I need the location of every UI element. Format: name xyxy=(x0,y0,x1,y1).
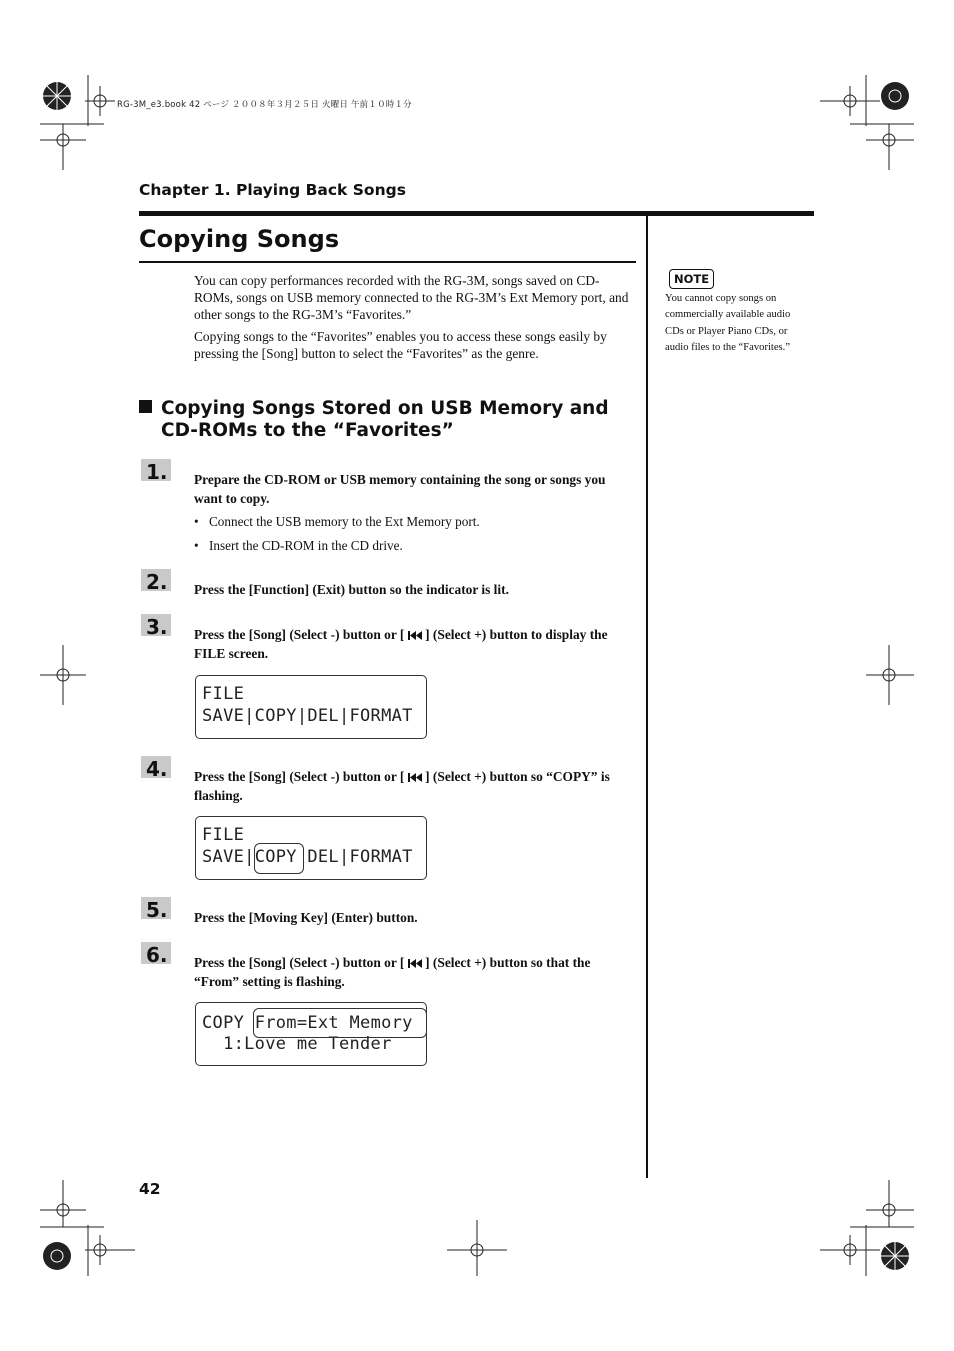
flashing-highlight xyxy=(254,843,304,874)
step-3-text: Press the [Song] (Select -) button or [ ] (Select +) button to display the FILE screen. xyxy=(194,627,608,661)
step-number-5: 5. xyxy=(139,897,173,923)
step-number-2: 2. xyxy=(139,569,173,595)
print-header: RG-3M_e3.book 42 ページ ２００８年３月２５日 火曜日 午前１０時１分 xyxy=(117,100,412,110)
lcd-line-2: SAVE|COPY|DEL|FORMAT xyxy=(202,706,413,726)
lcd-display-copy-from xyxy=(195,1002,427,1066)
step-number-3: 3. xyxy=(139,614,173,640)
flashing-from-setting: From=Ext Memory xyxy=(254,1013,413,1033)
intro-paragraph-1: You can copy performances recorded with the RG-3M, songs saved on CD-ROMs, songs on USB memory connected to the RG-3M’s Ext Memory port, and other songs to the RG-3M’s “Favorites.” xyxy=(194,273,629,322)
step-number-4: 4. xyxy=(139,756,173,782)
flashing-highlight xyxy=(253,1008,427,1038)
page-number: 42 xyxy=(139,1180,161,1198)
step-1-bullet-1: • Connect the USB memory to the Ext Memory port. xyxy=(194,514,480,529)
column-divider xyxy=(646,216,648,1178)
lcd-line-1: FILE xyxy=(202,684,245,704)
note-badge: NOTE xyxy=(669,269,714,289)
title-rule xyxy=(139,261,636,263)
lcd-line-2: SAVE|COPY DEL|FORMAT xyxy=(202,847,413,867)
note-text: You cannot copy songs on commercially available audio CDs or Player Piano CDs, or audio files to the “Favorites.” xyxy=(665,293,791,354)
step-number-1: 1. xyxy=(139,459,173,485)
intro-text xyxy=(194,272,634,367)
lcd-line-2: 1:Love me Tender xyxy=(202,1034,392,1054)
lcd-line-1: FILE xyxy=(202,825,245,845)
lcd-display-file-copy-flashing xyxy=(195,816,427,880)
lcd-line-1: COPY From=Ext Memory xyxy=(202,1013,413,1033)
section-heading xyxy=(139,398,639,442)
intro-paragraph-2: Copying songs to the “Favorites” enables you to access these songs easily by pressing the [Song] button to select the “Favorites” as the genre. xyxy=(194,329,607,361)
page-title: Copying Songs xyxy=(139,225,340,253)
step-number-6: 6. xyxy=(139,942,173,968)
rewind-to-start-icon xyxy=(408,773,422,782)
step-1-text: Prepare the CD-ROM or USB memory containing the song or songs you want to copy. xyxy=(194,472,606,506)
step-4-text: Press the [Song] (Select -) button or [ ] (Select +) button so “COPY” is flashing. xyxy=(194,769,610,803)
lcd-display-file xyxy=(195,675,427,739)
chapter-heading: Chapter 1. Playing Back Songs xyxy=(139,181,406,199)
header-rule xyxy=(139,211,814,216)
rewind-to-start-icon xyxy=(408,959,422,968)
rewind-to-start-icon xyxy=(408,631,422,640)
step-2-text: Press the [Function] (Exit) button so the indicator is lit. xyxy=(194,582,509,597)
flashing-copy: COPY xyxy=(254,847,297,867)
step-5-text: Press the [Moving Key] (Enter) button. xyxy=(194,910,418,925)
step-6-text: Press the [Song] (Select -) button or [ ] (Select +) button so that the “From” setting is flashing. xyxy=(194,955,591,989)
section-heading-line-2: CD-ROMs to the “Favorites” xyxy=(161,420,454,441)
section-heading-line-1: Copying Songs Stored on USB Memory and xyxy=(161,398,609,419)
step-1-bullet-2: • Insert the CD-ROM in the CD drive. xyxy=(194,538,403,553)
square-bullet-icon xyxy=(139,400,152,413)
